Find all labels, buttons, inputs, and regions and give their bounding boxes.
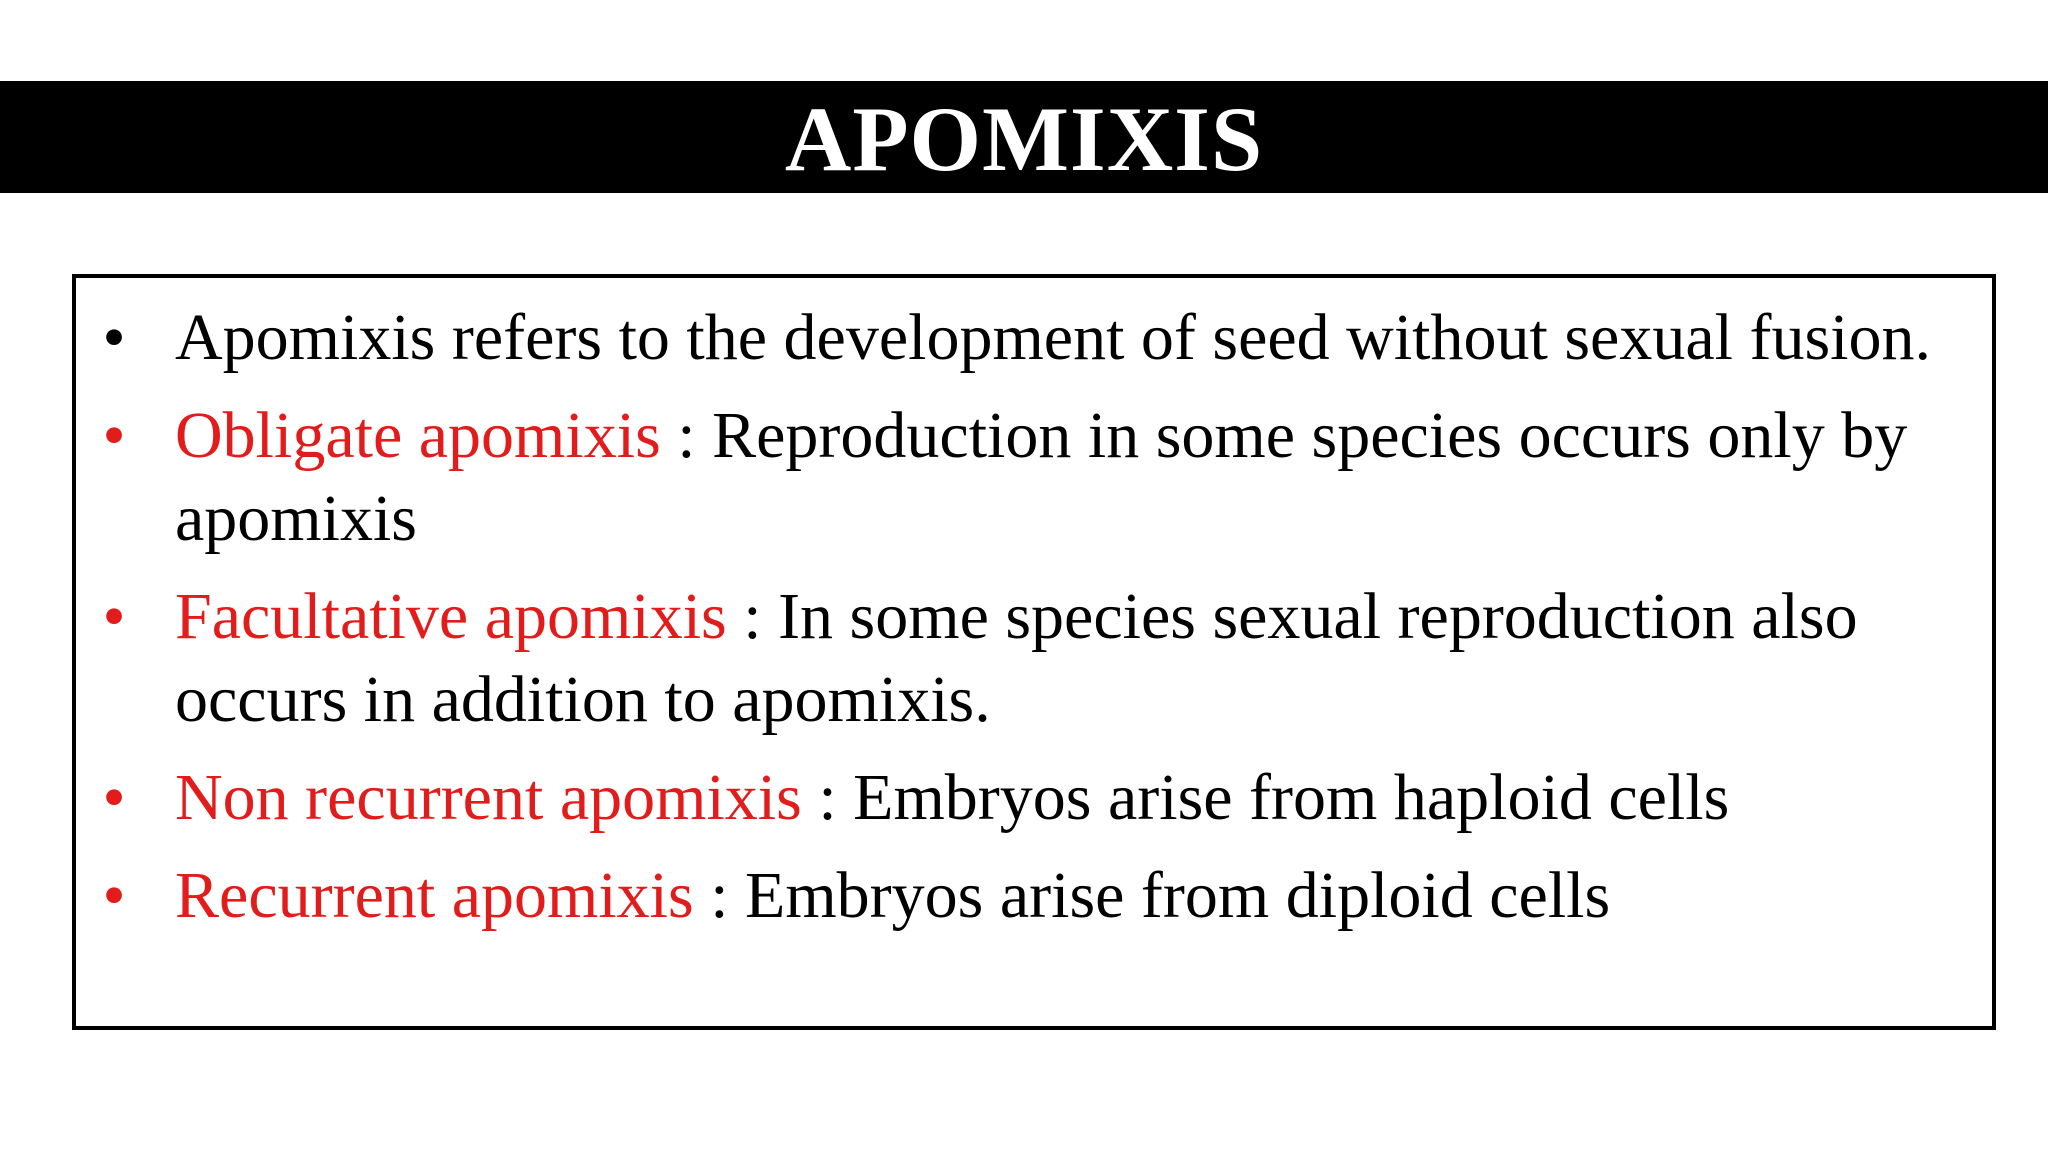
bullet-separator: :: [726, 580, 779, 653]
bullet-dot: •: [102, 301, 126, 374]
bullet-separator: :: [801, 761, 854, 834]
bullet-dot: •: [102, 399, 126, 472]
bullet-text: Embryos arise from diploid cells: [745, 859, 1611, 932]
bullet-term: Non recurrent apomixis: [175, 761, 802, 834]
bullet-item-recurrent: [76, 854, 1992, 937]
bullet-dot: •: [102, 761, 126, 834]
bullet-text: Embryos arise from haploid cells: [853, 761, 1730, 834]
bullet-separator: :: [693, 859, 746, 932]
content-box: [72, 274, 1996, 1030]
slide-title: APOMIXIS: [784, 88, 1264, 190]
bullet-item-definition: [76, 296, 1992, 379]
bullet-item-obligate: [76, 394, 1992, 560]
bullet-item-non-recurrent: [76, 756, 1992, 839]
bullet-text: Reproduction in some species occurs only by apomixis: [175, 399, 1908, 555]
bullet-term: Obligate apomixis: [175, 399, 661, 472]
bullet-dot: •: [102, 859, 126, 932]
bullet-text: Apomixis refers to the development of seed without sexual fusion.: [175, 301, 1931, 374]
title-bar: [0, 81, 2048, 193]
bullet-separator: :: [660, 399, 713, 472]
bullet-item-facultative: [76, 575, 1992, 741]
bullet-list: [76, 296, 1992, 952]
bullet-dot: •: [102, 580, 126, 653]
bullet-term: Facultative apomixis: [175, 580, 727, 653]
bullet-text: In some species sexual reproduction also occurs in addition to apomixis.: [175, 580, 1858, 736]
bullet-term: Recurrent apomixis: [175, 859, 694, 932]
